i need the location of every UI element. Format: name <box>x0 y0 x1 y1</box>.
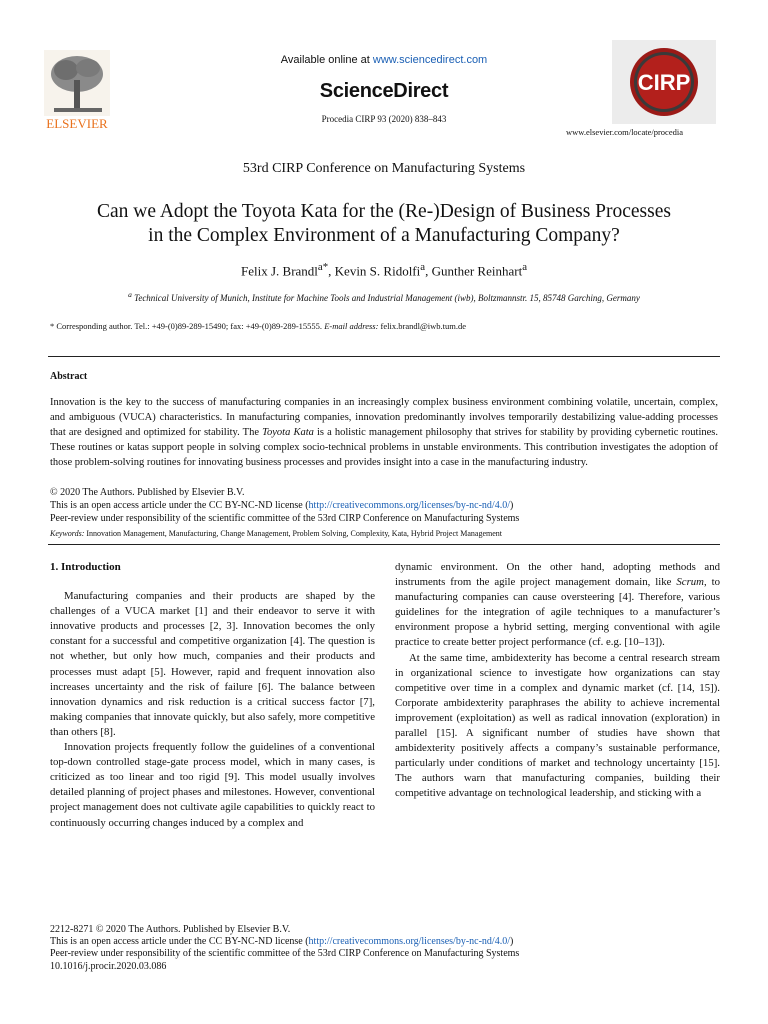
keywords-text: Innovation Management, Manufacturing, Change Management, Problem Solving, Complexity, Kata, Hybrid Project Management <box>86 529 502 538</box>
license-prefix: This is an open access article under the CC BY-NC-ND license ( <box>50 500 309 511</box>
license-link[interactable]: http://creativecommons.org/licenses/by-nc-nd/4.0/ <box>308 500 510 511</box>
abstract-text <box>50 395 718 470</box>
footer-license <box>50 936 519 948</box>
license-line <box>50 499 513 512</box>
footer-issn: 2212-8271 © 2020 The Authors. Published by Elsevier B.V. <box>50 924 291 935</box>
author-list: Felix J. Brandl$^{a*}$, Kevin S. Ridolfi$^a$, Gunther Reinhart$^a$ <box>241 261 527 279</box>
right-column <box>395 560 720 802</box>
cirp-logo <box>612 40 716 124</box>
paragraph: Manufacturing companies and their products are shaped by the challenges of a VUCA market [1] and their endeavor to serve it with innovative products and processes [2, 3]. Innovation becomes the only constant for a successful and competitive organization [4]. The question is not whether, but only how much, companies and their products and processes must adapt [5]. However, rapid and frequent innovation also increases uncertainty and the risk of failure [6]. The balance between innovation dynamics and risk reduction is a critical success factor [7], making companies that innovate quickly, but also safely, more competitive than others [8]. <box>50 590 375 738</box>
corresponding-mark: * <box>322 261 329 273</box>
copyright-line: © 2020 The Authors. Published by Elsevier B.V. <box>50 487 245 498</box>
author-name: Kevin S. Ridolfi <box>334 263 421 279</box>
peer-review-line: Peer-review under responsibility of the scientific committee of the 53rd CIRP Conference on Manufacturing Systems <box>50 513 520 524</box>
author-name: Gunther Reinhart <box>431 263 523 279</box>
title-line-1: Can we Adopt the Toyota Kata for the (Re-)Design of Business Processes <box>97 201 671 222</box>
sciencedirect-link[interactable]: www.sciencedirect.com <box>372 54 488 66</box>
title-line-2: in the Complex Environment of a Manufacturing Company? <box>148 225 620 246</box>
paragraph-part: dynamic environment. On the other hand, adopting methods and instruments from the agile project management domain, like <box>395 561 720 589</box>
affiliation-mark: a <box>128 290 132 299</box>
sciencedirect-title: ScienceDirect <box>319 80 449 102</box>
email-label: E-mail address: <box>324 321 379 331</box>
footer-doi[interactable]: 10.1016/j.procir.2020.03.086 <box>50 960 167 972</box>
left-column <box>50 560 375 831</box>
abstract-heading: Abstract <box>50 371 88 382</box>
author-name: Felix J. Brandl <box>241 263 318 279</box>
paragraph-italic: Scrum <box>676 576 704 589</box>
cirp-emblem-icon <box>612 40 716 124</box>
footer-license-suffix: ) <box>509 936 514 948</box>
affiliation-text: Technical University of Munich, Institute for Machine Tools and Industrial Management (iwb), Boltzmannstr. 15, 85748 Garching, Germany <box>134 293 640 303</box>
svg-text:CIRP: CIRP <box>637 70 691 95</box>
abstract-italic: Toyota Kata <box>262 427 314 438</box>
author-affiliation-mark: a <box>522 261 527 273</box>
email-address[interactable]: felix.brandl@iwb.tum.de <box>380 321 467 331</box>
corresponding-details: * Corresponding author. Tel.: +49-(0)89-289-15490; fax: +49-(0)89-289-15555. <box>50 321 323 331</box>
journal-homepage[interactable]: www.elsevier.com/locate/procedia <box>566 127 683 137</box>
journal-reference: Procedia CIRP 93 (2020) 838–843 <box>321 114 447 124</box>
author-affiliation-mark: a <box>317 261 323 273</box>
divider-bottom <box>48 544 720 545</box>
paragraph: At the same time, ambidexterity has become a central research stream in organizational science to investigate how organizations can stay competitive over time in a complex and dynamic market (cf. [14, 15]). Corporate ambidexterity paraphrases the ability to achieve incremental improvement (exploitation) as well as radical innovation (exploration) in parallel [15]. A significant number of studies have shown that ambidexterity positively affects a company’s sustainable performance, particularly under conditions of market and technology uncertainty [15]. The authors warn that manufacturing companies, building their competitive advantage on technological leadership, and sticking with a <box>395 651 720 800</box>
affiliation <box>40 290 728 303</box>
corresponding-author <box>50 321 466 331</box>
available-label: Available online at <box>280 54 373 66</box>
paragraph-part: , to manufacturing companies can cause oversteering [4]. Therefore, various guidelines for the integration of agile techniques to a manufacturer’s environment propose a hybrid setting, merging conventional with agile practice to create better project performance (cf. e.g. [10–13]). <box>395 576 720 649</box>
license-suffix: ) <box>509 500 514 511</box>
paragraph <box>395 560 720 651</box>
keywords-label: Keywords: <box>50 529 85 538</box>
author-affiliation-mark: a <box>420 261 426 273</box>
divider-top <box>48 356 720 357</box>
keywords <box>50 529 502 538</box>
section-heading: 1. Introduction <box>50 561 121 573</box>
paragraph: Innovation projects frequently follow the guidelines of a conventional top-down controlled stage-gate process model, which in many cases, is criticized as too linear and too rigid [9]. This model usually involves detailed planning of project phases and milestones. However, conventional project management does not cultivate agile capabilities to quickly react to continuously occurring changes induced by a complex and <box>50 741 375 829</box>
abstract-part: is a holistic management philosophy that strives for stability by providing cybernetic routines. These routines or katas support people in solving complex socio-technical problems in unstable environments. This contribution investigates the adoption of those problem-solving routines for innovating business processes and provides insight into a case in the manufacturing industry. <box>50 427 719 468</box>
conference-name: 53rd CIRP Conference on Manufacturing Systems <box>242 161 526 176</box>
footer-peer-review: Peer-review under responsibility of the scientific committee of the 53rd CIRP Conference on Manufacturing Systems <box>50 948 520 960</box>
footer-license-link[interactable]: http://creativecommons.org/licenses/by-nc-nd/4.0/ <box>308 936 510 948</box>
footer-license-prefix: This is an open access article under the CC BY-NC-ND license ( <box>50 936 309 948</box>
abstract-part: Innovation is the key to the success of manufacturing companies in an increasingly complex business environment combining volatile, uncertain, complex, and ambiguous (VUCA) characteristics. In manufacturing companies, innovation predominantly involves temporarily destabilizing value-adding processes that are designed and optimized for stability. The <box>50 397 718 438</box>
footer <box>50 924 519 973</box>
paper-title <box>40 200 728 248</box>
svg-text:ELSEVIER: ELSEVIER <box>46 116 108 131</box>
